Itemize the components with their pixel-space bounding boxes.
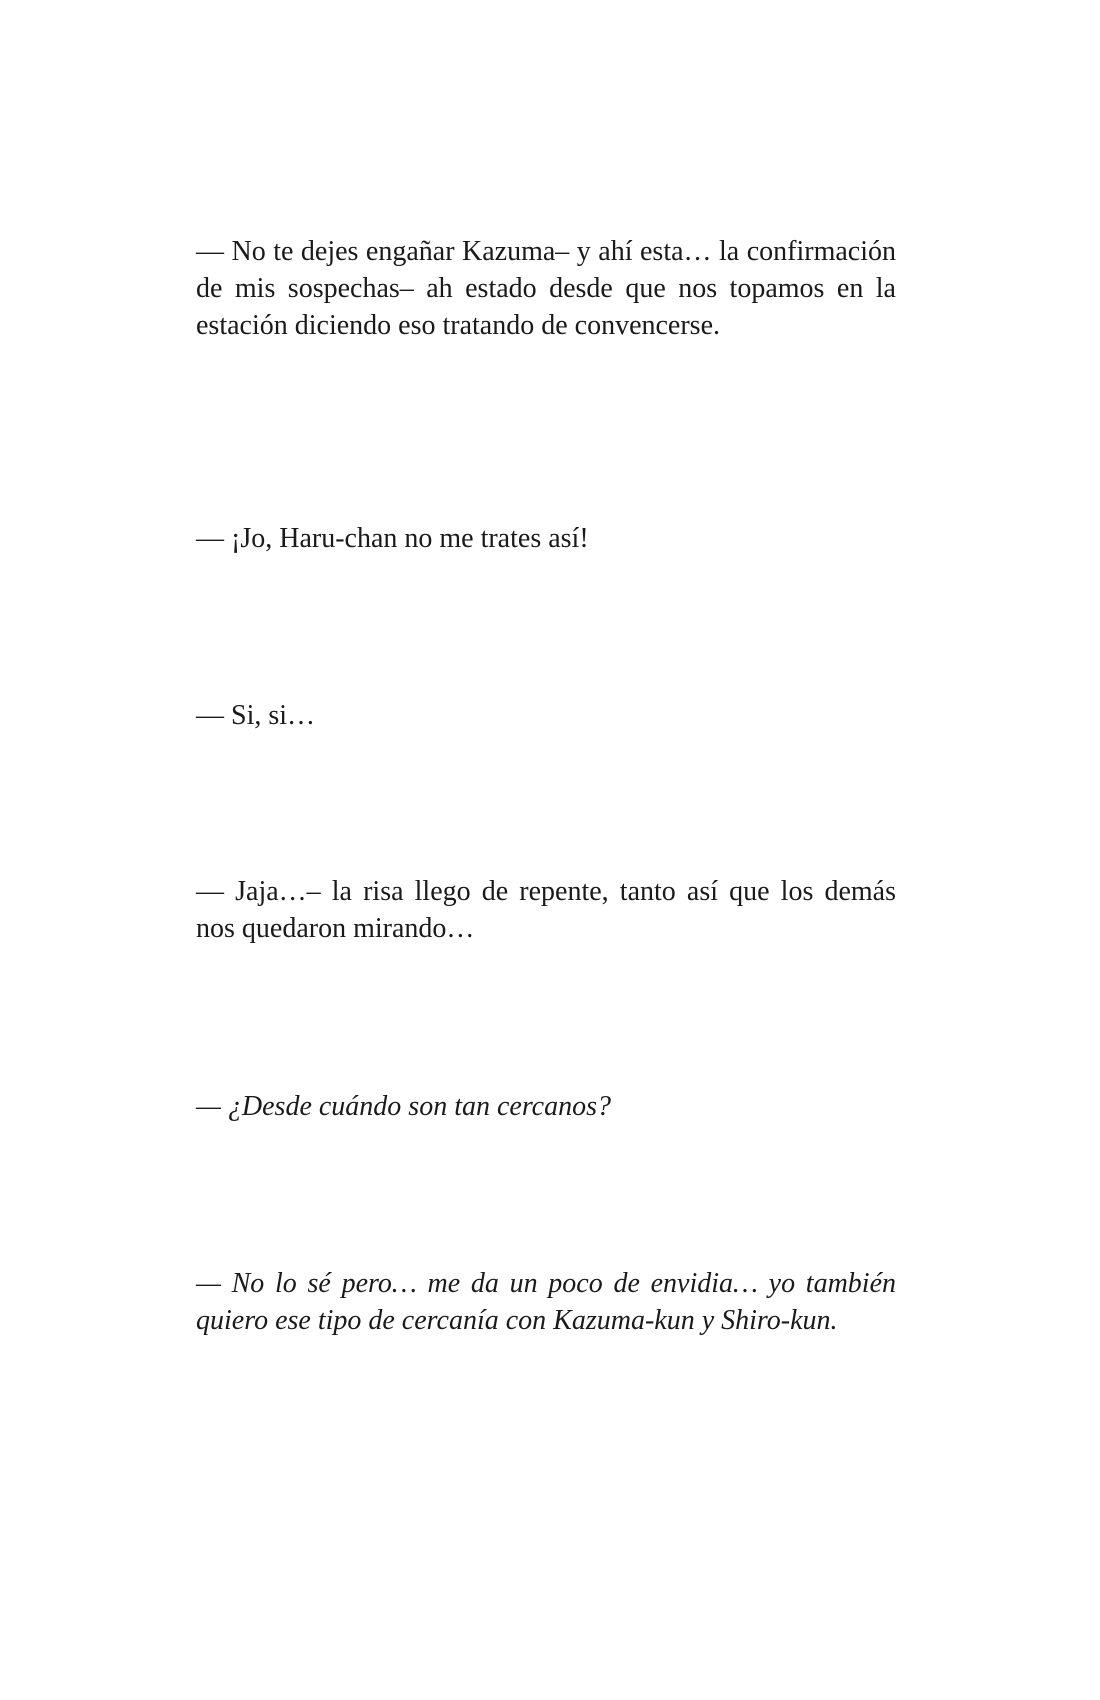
dialogue-paragraph-6: — No lo sé pero… me da un poco de envidia… yo también quiero ese tipo de cercanía con Kazuma-kun y Shiro-kun. xyxy=(196,1268,896,1336)
dialogue-paragraph-3: — Si, si… xyxy=(196,700,316,731)
dialogue-paragraph-1: — No te dejes engañar Kazuma– y ahí esta… la confirmación de mis sospechas– ah estado desde que nos topamos en la estación diciendo eso tratando de convencerse. xyxy=(196,236,896,341)
dialogue-paragraph-4: — Jaja…– la risa llego de repente, tanto así que los demás nos quedaron mirando… xyxy=(196,876,896,944)
dialogue-paragraph-5: — ¿Desde cuándo son tan cercanos? xyxy=(196,1091,612,1122)
dialogue-paragraph-2: — ¡Jo, Haru-chan no me trates así! xyxy=(196,523,589,554)
